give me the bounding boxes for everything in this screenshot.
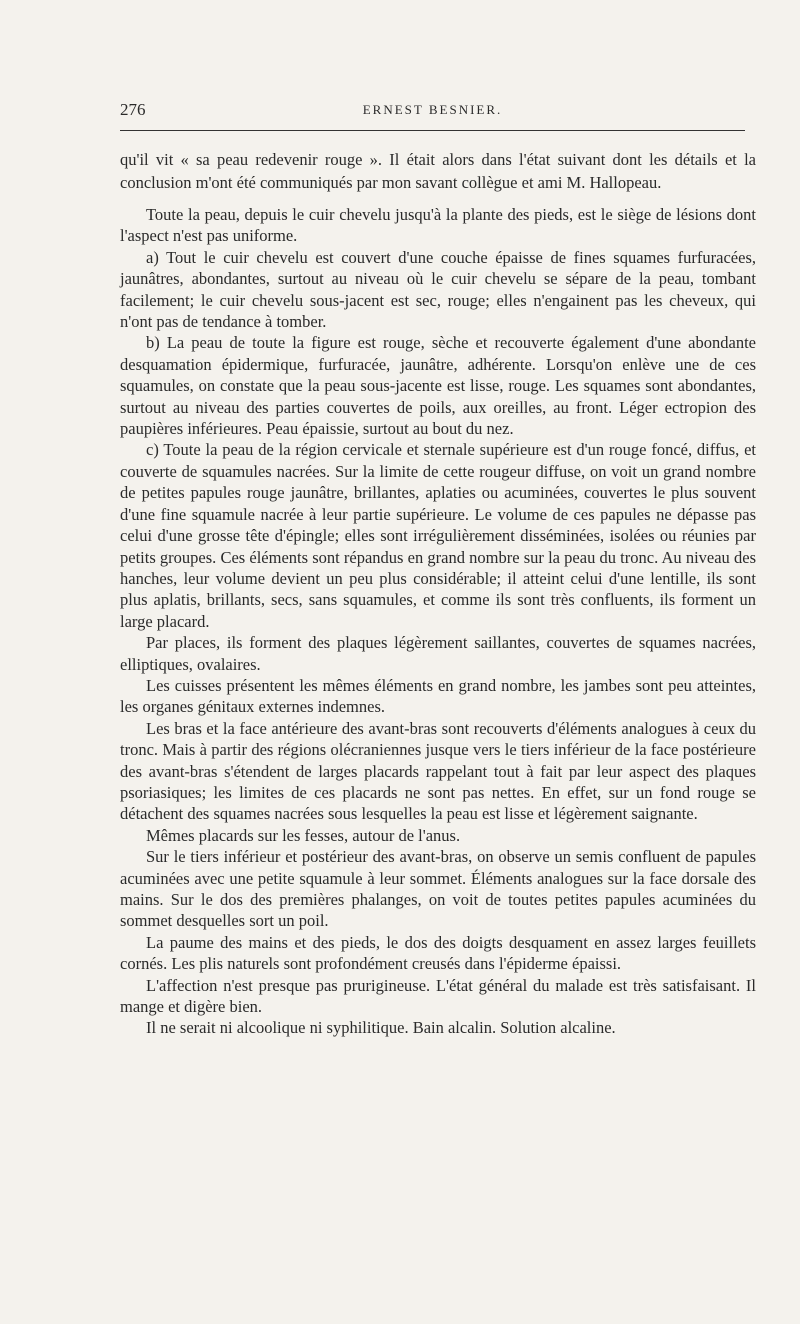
paragraph: L'affection n'est presque pas prurigineuse. L'état général du malade est très satisfaisant. Il mange et digère bien.: [120, 975, 756, 1017]
running-head: ERNEST BESNIER.: [362, 102, 503, 117]
paragraph: Mêmes placards sur les fesses, autour de l'anus.: [146, 825, 461, 845]
paragraph: Toute la peau, depuis le cuir chevelu jusqu'à la plante des pieds, est le siège de lésions dont l'aspect n'est pas uniforme.: [120, 205, 756, 246]
paragraph: Il ne serait ni alcoolique ni syphilitique. Bain alcalin. Solution alcaline.: [146, 1018, 616, 1038]
paragraph-c: c) Toute la peau de la région cervicale et sternale supérieure est d'un rouge foncé, diffus, et couverte de squamules nacrées. Sur la limite de cette rougeur diffuse, on voit un grand nombre de petites papules rouge jaunâtre, brillantes, aplaties ou acuminées, couvertes le plus souvent d'une fine squamule nacrée à leur partie supérieure. Le volume de ces papules ne dépasse pas celui d'une grosse tête d'épingle; elles sont irrégulièrement disséminées, isolées ou réunies par petits groupes. Ces éléments sont répandus en grand nombre sur la peau du tronc. Au niveau des hanches, leur volume devient un peu plus considérable; il atteint celui d'une lentille, ils sont plus aplatis, brillants, secs, sans squamules, et comme ils sont très confluents, ils forment un large placard.: [120, 440, 756, 631]
paragraph-b: b) La peau de toute la figure est rouge, sèche et recouverte également d'une abondante desquamation épidermique, furfuracée, jaunâtre, adhérente. Lorsqu'on enlève une de ces squamules, on constate que la peau sous-jacente est lisse, rouge. Les squames sont abondantes, surtout au niveau des parties couvertes de poils, aux oreilles, au front. Léger ectropion des paupières inférieures. Peau épaissie, surtout au bout du nez.: [120, 333, 756, 439]
body-text: [120, 148, 756, 1039]
paragraph: Par places, ils forment des plaques légèrement saillantes, couvertes de squames nacrées, elliptiques, ovalaires.: [120, 633, 756, 674]
paragraph: Sur le tiers inférieur et postérieur des avant-bras, on observe un semis confluent de papules acuminées avec une petite squamule à leur sommet. Éléments analogues sur la face dorsale des mains. Sur le dos des premières phalanges, on voit de toutes petites papules acuminées du sommet desquelles sort un poil.: [120, 847, 756, 931]
paragraph-continuation: qu'il vit « sa peau redevenir rouge ». Il était alors dans l'état suivant dont les détails et la conclusion m'ont été communiqués par mon savant collègue et ami M. Hallopeau.: [120, 150, 756, 192]
page-number: 276: [120, 100, 146, 119]
paragraph: Les bras et la face antérieure des avant-bras sont recouverts d'éléments analogues à ceux du tronc. Mais à partir des régions olécraniennes jusque vers le tiers inférieur de la face postérieure des avant-bras s'étendent de larges placards rappelant tout à fait par leur aspect des plaques psoriasiques; les limites de ces placards ne sont pas nettes. En effet, sur un fond rouge se détachent des squames nacrées sous lesquelles la peau est lisse et légèrement saignante.: [120, 718, 756, 824]
paragraph: La paume des mains et des pieds, le dos des doigts desquament en assez larges feuillets cornés. Les plis naturels sont profondément creusés dans l'épiderme épaissi.: [120, 932, 756, 974]
paragraph-a: a) Tout le cuir chevelu est couvert d'une couche épaisse de fines squames furfuracées, jaunâtres, abondantes, surtout au niveau où le cuir chevelu se sépare de la peau, tombant facilement; le cuir chevelu sous-jacent est sec, rouge; elles n'engainent pas les cheveux, qui n'ont pas de tendance à tomber.: [120, 247, 756, 332]
page-header: [120, 100, 745, 131]
paragraph: Les cuisses présentent les mêmes éléments en grand nombre, les jambes sont peu atteintes, les organes génitaux externes indemnes.: [120, 675, 756, 717]
